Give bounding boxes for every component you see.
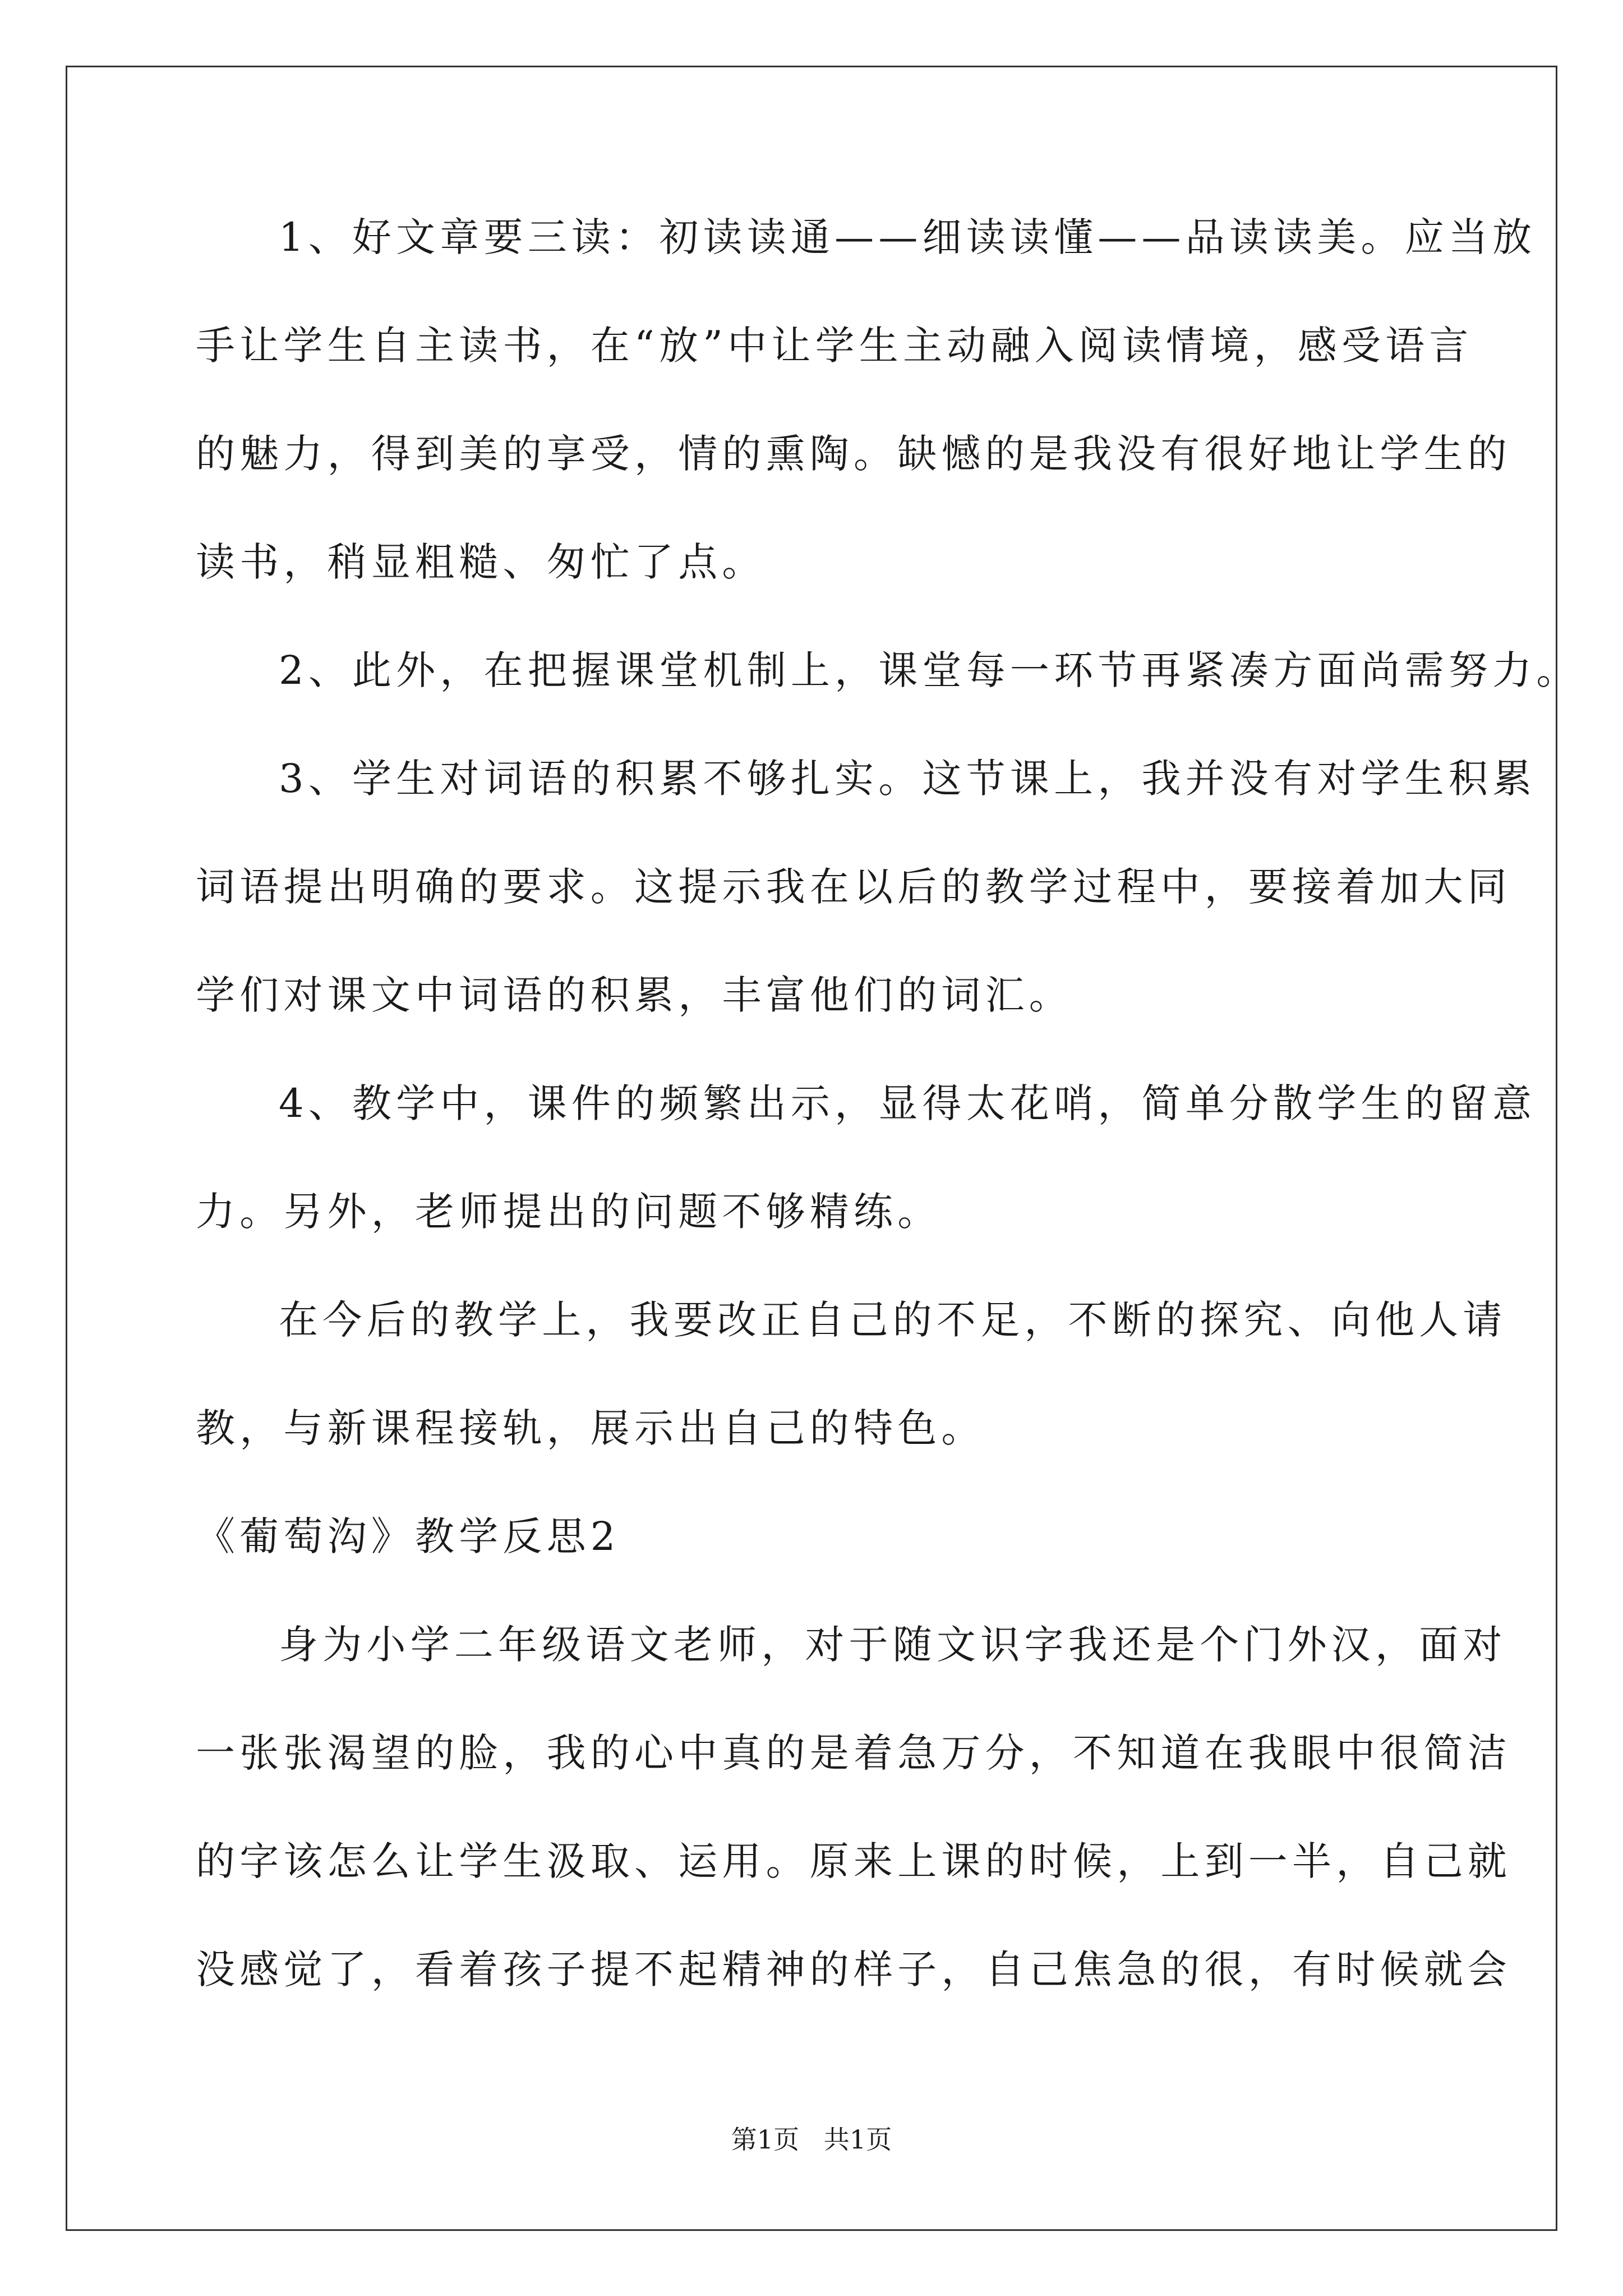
paragraph-line: 4、教学中，课件的频繁出示，显得太花哨，简单分散学生的留意 [279,1080,1537,1126]
paragraph-line: 词语提出明确的要求。这提示我在以后的教学过程中，要接着加大同 [196,864,1511,910]
paragraph-line: 身为小学二年级语文老师，对于随文识字我还是个门外汉，面对 [279,1622,1507,1668]
paragraph-line: 3、学生对词语的积累不够扎实。这节课上，我并没有对学生积累 [279,756,1537,802]
section-heading: 《葡萄沟》教学反思2 [196,1513,620,1559]
paragraph-line: 读书，稍显粗糙、匆忙了点。 [196,539,766,585]
page-number-footer: 第1页 共1页 [731,2124,892,2155]
paragraph-line: 学们对课文中词语的积累，丰富他们的词汇。 [196,972,1073,1018]
paragraph-line: 在今后的教学上，我要改正自己的不足，不断的探究、向他人请 [279,1297,1507,1343]
paragraph-line: 没感觉了，看着孩子提不起精神的样子，自己焦急的很，有时候就会 [196,1947,1511,1993]
paragraph-line: 2、此外，在把握课堂机制上，课堂每一环节再紧凑方面尚需努力。 [279,647,1580,693]
paragraph-line: 教，与新课程接轨，展示出自己的特色。 [196,1405,985,1451]
paragraph-line: 一张张渴望的脸，我的心中真的是着急万分，不知道在我眼中很简洁 [196,1730,1511,1776]
paragraph-line: 的字该怎么让学生汲取、运用。原来上课的时候，上到一半，自己就 [196,1838,1511,1884]
paragraph-line: 手让学生自主读书，在“放”中让学生主动融入阅读情境，感受语言 [196,323,1473,369]
paragraph-line: 的魅力，得到美的享受，情的熏陶。缺憾的是我没有很好地让学生的 [196,431,1511,477]
document-body [196,210,1580,1996]
paragraph-line: 力。另外，老师提出的问题不够精练。 [196,1189,942,1235]
paragraph-line: 1、好文章要三读：初读读通——细读读懂——品读读美。应当放 [279,214,1537,260]
